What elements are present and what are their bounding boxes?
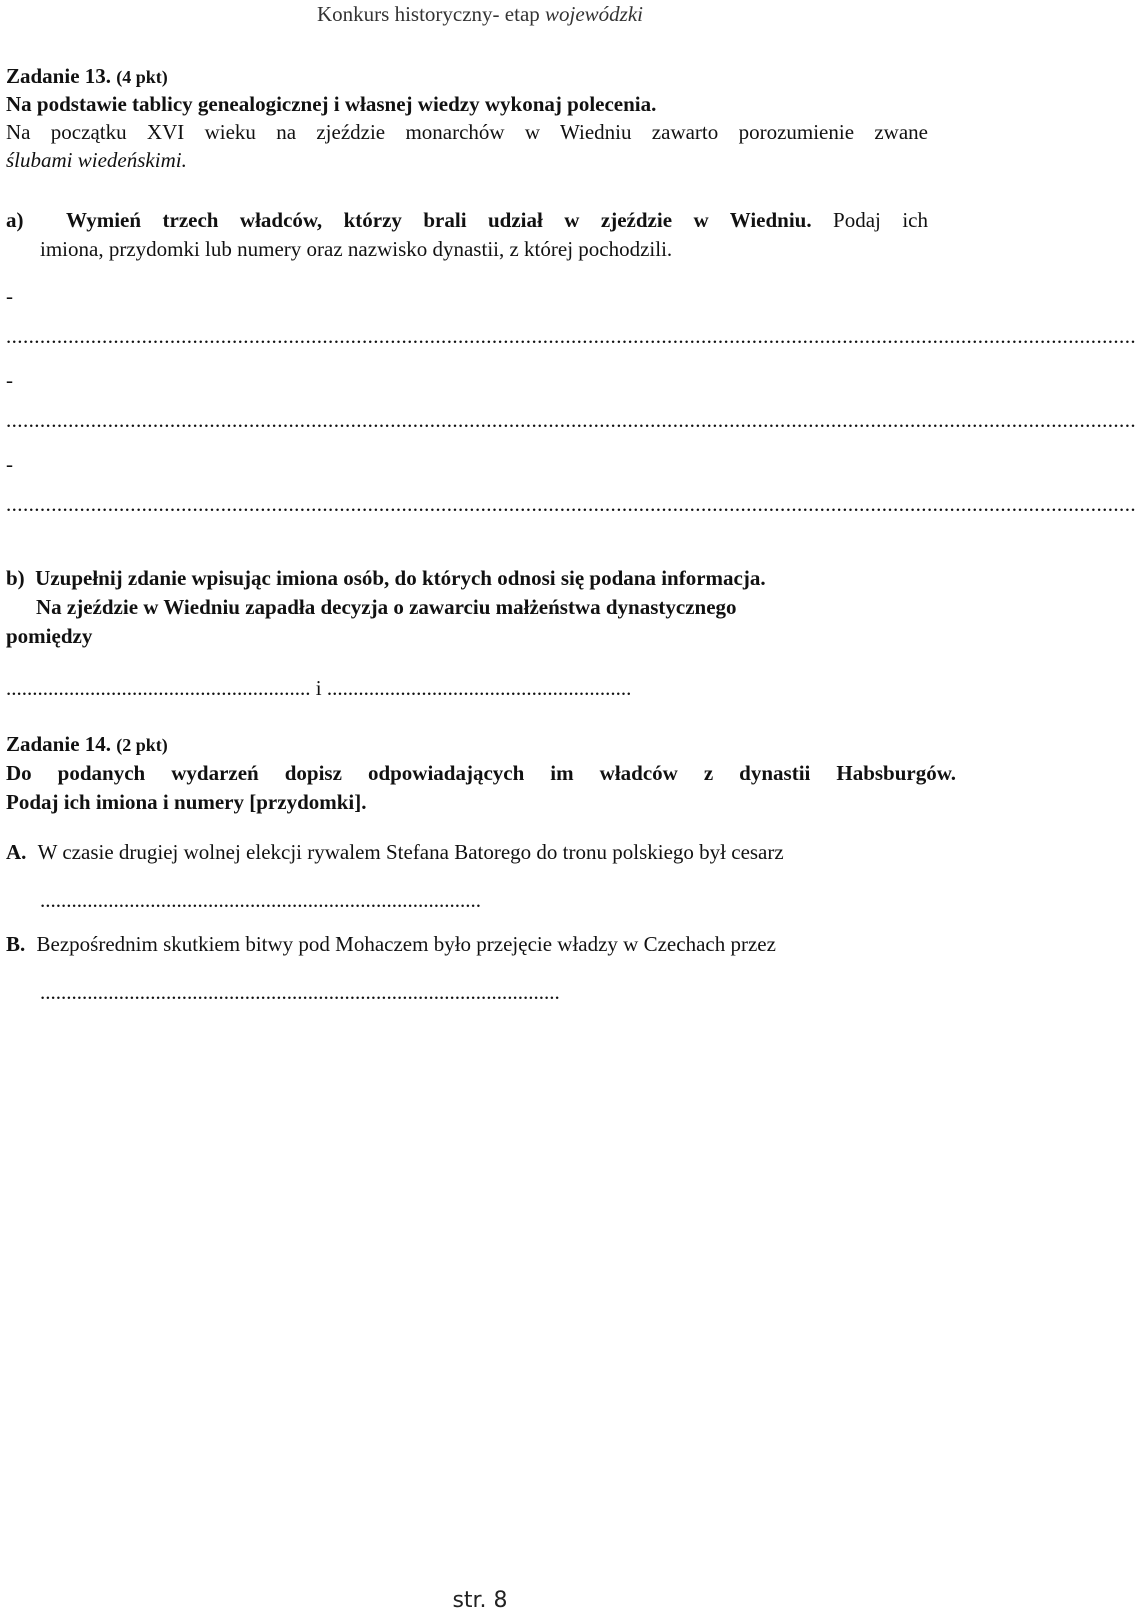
task13-a-line2: imiona, przydomki lub numery oraz nazwisko dynastii, z której pochodzili. (40, 237, 673, 261)
header-title: Konkurs historyczny- etap (316, 2, 546, 26)
task13-points: (4 pkt) (116, 67, 168, 87)
task14-a-text: W czasie drugiej wolnej elekcji rywalem Stefana Batorego do tronu polskiego był cesarz (37, 840, 784, 864)
task14-label: Zadanie 14. (6, 732, 112, 756)
answer-line-1[interactable]: ........................................................................................................................................................................................................ (6, 324, 1136, 348)
task14-a-label: A. (6, 840, 27, 864)
task13-b-line1: b) Uzupełnij zdanie wpisując imiona osób, do których odnosi się podana informacja. (6, 566, 766, 590)
task14-b (6, 930, 776, 958)
answer-line-3[interactable]: ........................................................................................................................................................................................................ (6, 492, 1136, 516)
task13-b-answer (6, 674, 631, 702)
answer-dash-3: - (6, 452, 13, 476)
task14-b-answer-line (40, 978, 560, 1006)
task14-b-label: B. (6, 932, 26, 956)
task13-b-line3: pomiędzy (6, 624, 93, 648)
header-stage: wojewódzki (545, 2, 644, 26)
task14-instruction-line2: Podaj ich imiona i numery [przydomki]. (6, 790, 367, 814)
task14-a-answer-line: .................................................................................... (40, 888, 481, 912)
task13-title (6, 62, 168, 91)
answer-line-2[interactable]: ........................................................................................................................................................................................................ (6, 408, 1136, 432)
answer-dash-1: - (6, 284, 13, 308)
task14-title (6, 730, 168, 759)
answer-dash-2: - (6, 368, 13, 392)
task13-intro-line2: ślubami wiedeńskimi. (6, 148, 187, 172)
page-number: str. 8 (452, 1588, 508, 1613)
task13-label: Zadanie 13. (6, 64, 112, 88)
task13-a-line1: a) Wymień trzech władców, którzy brali udział w zjeździe w Wiedniu. Podaj ich (6, 208, 928, 232)
task14-a-answer[interactable]: ................................................................................... (40, 888, 476, 912)
answer-person-2[interactable]: .......................................................... (326, 676, 632, 700)
task13-b-line2: Na zjeździe w Wiedniu zapadła decyzja o zawarciu małżeństwa dynastycznego (36, 595, 737, 619)
answer-connector: i (310, 676, 327, 700)
task14-a (6, 838, 784, 866)
page-header (0, 0, 960, 28)
answer-person-1[interactable]: .......................................................... (6, 676, 311, 700)
task14-b-answer[interactable]: ................................................................................................... (40, 980, 560, 1004)
task13-intro-line1: Na początku XVI wieku na zjeździe monarchów w Wiedniu zawarto porozumienie zwane (6, 120, 928, 144)
task14-points: (2 pkt) (116, 735, 168, 755)
task14-b-text: Bezpośrednim skutkiem bitwy pod Mohaczem było przejęcie władzy w Czechach przez (36, 932, 776, 956)
task14-instruction-line1: Do podanych wydarzeń dopisz odpowiadających im władców z dynastii Habsburgów. (6, 761, 956, 785)
task13-instruction: Na podstawie tablicy genealogicznej i własnej wiedzy wykonaj polecenia. (6, 92, 657, 116)
